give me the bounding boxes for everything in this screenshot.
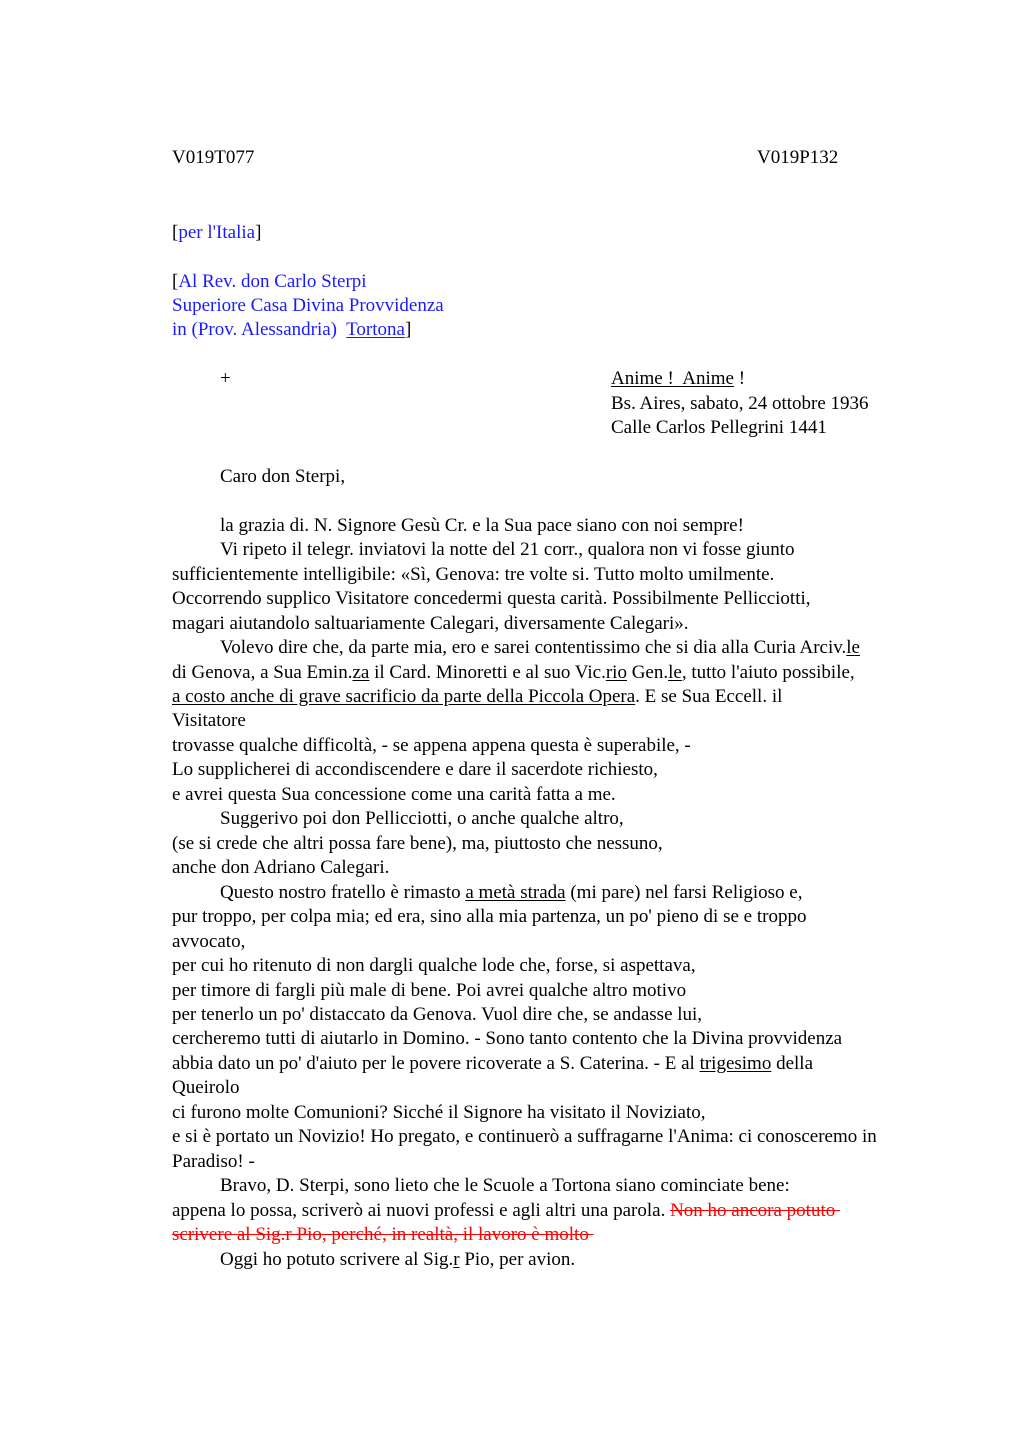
destination-text: per l'Italia	[178, 222, 256, 243]
address-city: Tortona	[346, 319, 405, 340]
archive-code-right: V019P132	[757, 147, 839, 168]
body-line: appena lo possa, scriverò ai nuovi professi e agli altri una parola. Non ho ancora potuto	[172, 1200, 840, 1221]
street-line: Calle Carlos Pellegrini 1441	[611, 417, 827, 438]
body-line: e si è portato un Novizio! Ho pregato, e continuerò a suffragarne l'Anima: ci conosceremo in	[172, 1126, 877, 1147]
underlined-phrase: a metà strada	[465, 882, 566, 903]
body-line: anche don Adriano Calegari.	[172, 857, 390, 878]
body-line: Oggi ho potuto scrivere al Sig.r Pio, per avion.	[220, 1249, 576, 1270]
motto-underlined: Anime ! Anime	[611, 368, 734, 389]
body-line: Suggerivo poi don Pellicciotti, o anche qualche altro,	[220, 808, 624, 829]
body-line: Vi ripeto il telegr. inviatovi la notte del 21 corr., qualora non vi fosse giunto	[220, 539, 795, 560]
body-line: Queirolo	[172, 1077, 240, 1098]
salutation: Caro don Sterpi,	[220, 466, 346, 487]
body-line: Occorrendo supplico Visitatore concedermi questa carità. Possibilmente Pellicciotti,	[172, 588, 811, 609]
motto	[611, 367, 745, 391]
address-name: Al Rev. don Carlo Sterpi	[178, 271, 367, 292]
body-line: Questo nostro fratello è rimasto a metà strada (mi pare) nel farsi Religioso e,	[220, 882, 803, 903]
body-line: cercheremo tutti di aiutarlo in Domino. - Sono tanto contento che la Divina provvidenza	[172, 1028, 843, 1049]
body-line: a costo anche di grave sacrificio da parte della Piccola Opera. E se Sua Eccell. il	[172, 686, 783, 707]
body-line: Paradiso! -	[172, 1151, 255, 1172]
body-line: la grazia di. N. Signore Gesù Cr. e la Sua pace siano con noi sempre!	[220, 515, 744, 536]
body-line: Bravo, D. Sterpi, sono lieto che le Scuole a Tortona siano cominciate bene:	[220, 1175, 790, 1196]
body-line: avvocato,	[172, 931, 246, 952]
cross-symbol: +	[220, 368, 231, 389]
body-line: di Genova, a Sua Emin.za il Card. Minoretti e al suo Vic.rio Gen.le, tutto l'aiuto possibile,	[172, 662, 855, 683]
body-line: sufficientemente intelligibile: «Sì, Genova: tre volte si. Tutto molto umilmente.	[172, 564, 775, 585]
body-line: trovasse qualche difficoltà, - se appena appena questa è superabile, -	[172, 735, 691, 756]
archive-code-left: V019T077	[172, 147, 255, 168]
struck-text: scrivere al Sig.r Pio, perché, in realtà, il lavoro è molto	[172, 1224, 594, 1245]
address-province: in (Prov. Alessandria)	[172, 319, 347, 340]
address-line-2: Superiore Casa Divina Provvidenza	[172, 295, 444, 316]
body-line: ci furono molte Comunioni? Sicché il Signore ha visitato il Noviziato,	[172, 1102, 706, 1123]
date-line: Bs. Aires, sabato, 24 ottobre 1936	[611, 393, 869, 414]
body-line: e avrei questa Sua concessione come una carità fatta a me.	[172, 784, 616, 805]
body-line: magari aiutandolo saltuariamente Calegari, diversamente Calegari».	[172, 613, 689, 634]
destination-line: [per l'Italia]	[172, 222, 262, 243]
body-line: Lo supplicherei di accondiscendere e dare il sacerdote richiesto,	[172, 759, 658, 780]
underlined-phrase: trigesimo	[699, 1053, 772, 1074]
body-line: per timore di fargli più male di bene. Poi avrei qualche altro motivo	[172, 980, 687, 1001]
body-line: abbia dato un po' d'aiuto per le povere ricoverate a S. Caterina. - E al trigesimo della	[172, 1053, 814, 1074]
body-line: (se si crede che altri possa fare bene), ma, piuttosto che nessuno,	[172, 833, 663, 854]
body-line: Volevo dire che, da parte mia, ero e sarei contentissimo che si dia alla Curia Arciv.le	[220, 637, 860, 658]
body-line: per cui ho ritenuto di non dargli qualche lode che, forse, si aspettava,	[172, 955, 696, 976]
underlined-phrase: a costo anche di grave sacrificio da parte della Piccola Opera	[172, 686, 636, 707]
body-line: Visitatore	[172, 710, 246, 731]
struck-text: Non ho ancora potuto	[670, 1200, 840, 1221]
address-line-3: in (Prov. Alessandria) Tortona]	[172, 319, 412, 340]
body-line: pur troppo, per colpa mia; ed era, sino alla mia partenza, un po' pieno di se e troppo	[172, 906, 807, 927]
body-line: per tenerlo un po' distaccato da Genova. Vuol dire che, se andasse lui,	[172, 1004, 703, 1025]
motto-end: !	[733, 368, 746, 389]
address-line-1: [Al Rev. don Carlo Sterpi	[172, 271, 367, 292]
